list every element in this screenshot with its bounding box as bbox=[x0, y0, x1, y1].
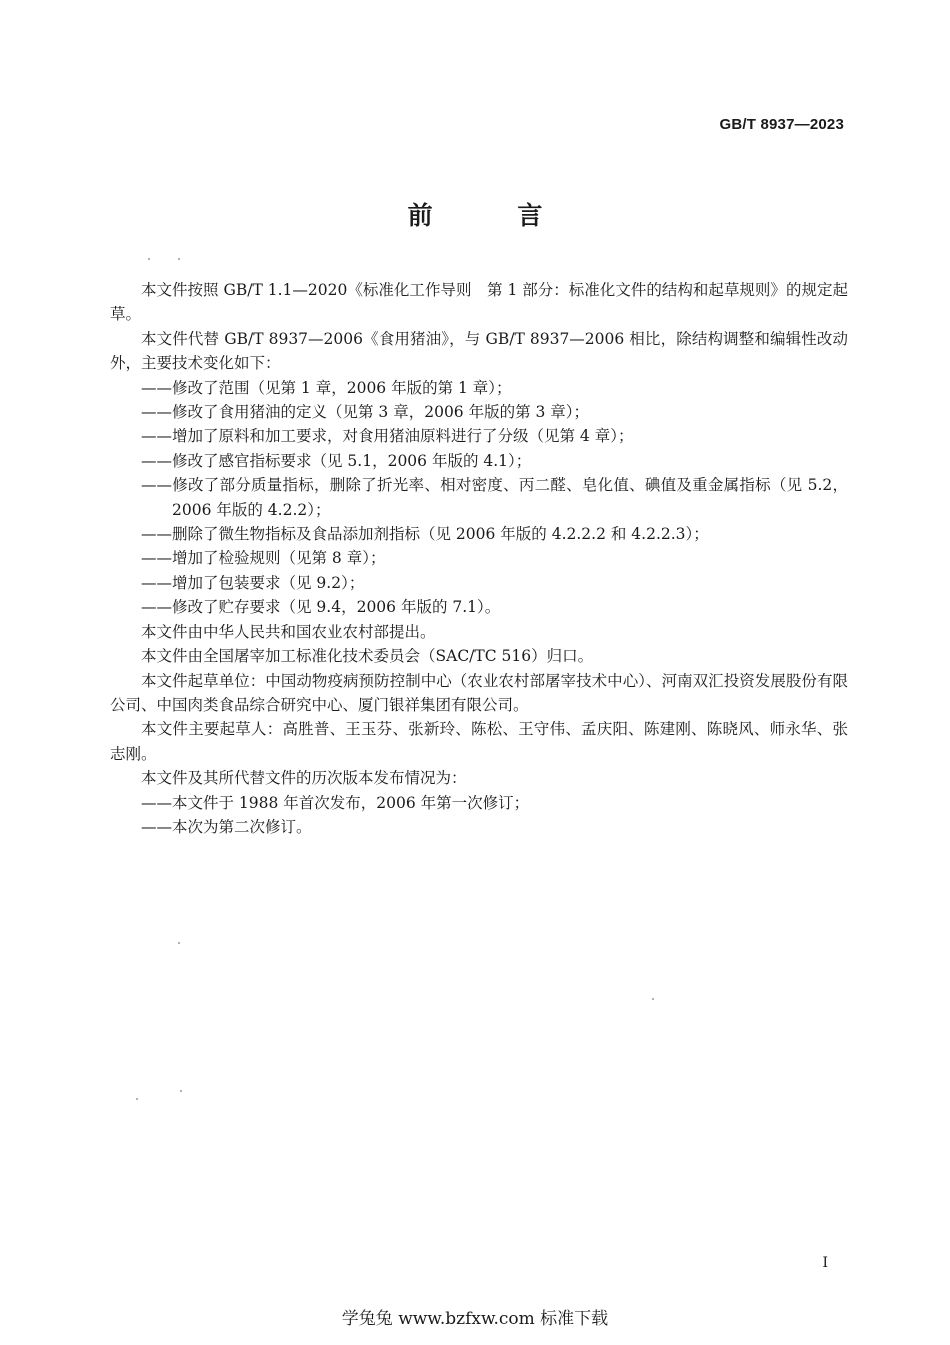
scan-speck bbox=[178, 258, 180, 260]
change-item-quality: ——修改了部分质量指标，删除了折光率、相对密度、丙二醛、皂化值、碘值及重金属指标（见 5.2，2006 年版的 4.2.2）； bbox=[141, 476, 848, 519]
scan-speck bbox=[178, 942, 180, 944]
change-item-sensory: ——修改了感官指标要求（见 5.1，2006 年版的 4.1）； bbox=[141, 451, 532, 470]
statement-drafting-units: 本文件起草单位：中国动物疫病预防控制中心（农业农村部屠宰技术中心）、河南双汇投资发展股份有限公司、中国肉类食品综合研究中心、厦门银祥集团有限公司。 bbox=[110, 671, 848, 714]
paragraph-replacement: 本文件代替 GB/T 8937—2006《食用猪油》，与 GB/T 8937—2006 相比，除结构调整和编辑性改动外，主要技术变化如下： bbox=[110, 329, 848, 373]
statement-history: 本文件及其所代替文件的历次版本发布情况为： bbox=[141, 769, 467, 788]
paragraph-drafting-rules: 本文件按照 GB/T 1.1—2020《标准化工作导则 第 1 部分：标准化文件的结构和起草规则》的规定起草。 bbox=[110, 281, 848, 324]
scan-speck bbox=[148, 258, 150, 260]
scan-speck bbox=[136, 1098, 138, 1100]
footer-watermark: 学兔兔 www.bzfxw.com 标准下载 bbox=[341, 1309, 609, 1329]
change-item-scope: ——修改了范围（见第 1 章，2006 年版的第 1 章）； bbox=[141, 378, 512, 397]
history-item-second: ——本次为第二次修订。 bbox=[141, 817, 312, 836]
change-item-packaging: ——增加了包装要求（见 9.2）； bbox=[141, 573, 365, 592]
statement-committee: 本文件由全国屠宰加工标准化技术委员会（SAC/TC 516）归口。 bbox=[141, 647, 594, 666]
change-item-storage: ——修改了贮存要求（见 9.4，2006 年版的 7.1）。 bbox=[141, 598, 501, 617]
statement-drafters: 本文件主要起草人：高胜普、王玉芬、张新玲、陈松、王守伟、孟庆阳、陈建刚、陈晓风、师永华、张志刚。 bbox=[110, 720, 848, 763]
scan-speck bbox=[180, 1090, 182, 1092]
scan-speck bbox=[652, 998, 654, 1000]
change-item-definition: ——修改了食用猪油的定义（见第 3 章，2006 年版的第 3 章）； bbox=[141, 403, 590, 422]
change-item-raw-material: ——增加了原料和加工要求，对食用猪油原料进行了分级（见第 4 章）； bbox=[141, 427, 634, 446]
change-item-microbial: ——删除了微生物指标及食品添加剂指标（见 2006 年版的 4.2.2.2 和 4.2.2.3）； bbox=[141, 525, 709, 544]
statement-proposer: 本文件由中华人民共和国农业农村部提出。 bbox=[141, 622, 436, 641]
change-item-inspection: ——增加了检验规则（见第 8 章）； bbox=[141, 549, 386, 568]
page-number: I bbox=[822, 1255, 828, 1271]
history-item-first: ——本文件于 1988 年首次发布，2006 年第一次修订； bbox=[141, 793, 530, 812]
standard-number: GB/T 8937—2023 bbox=[719, 116, 844, 133]
page-title: 前 言 bbox=[407, 201, 581, 230]
document-body bbox=[110, 278, 848, 839]
